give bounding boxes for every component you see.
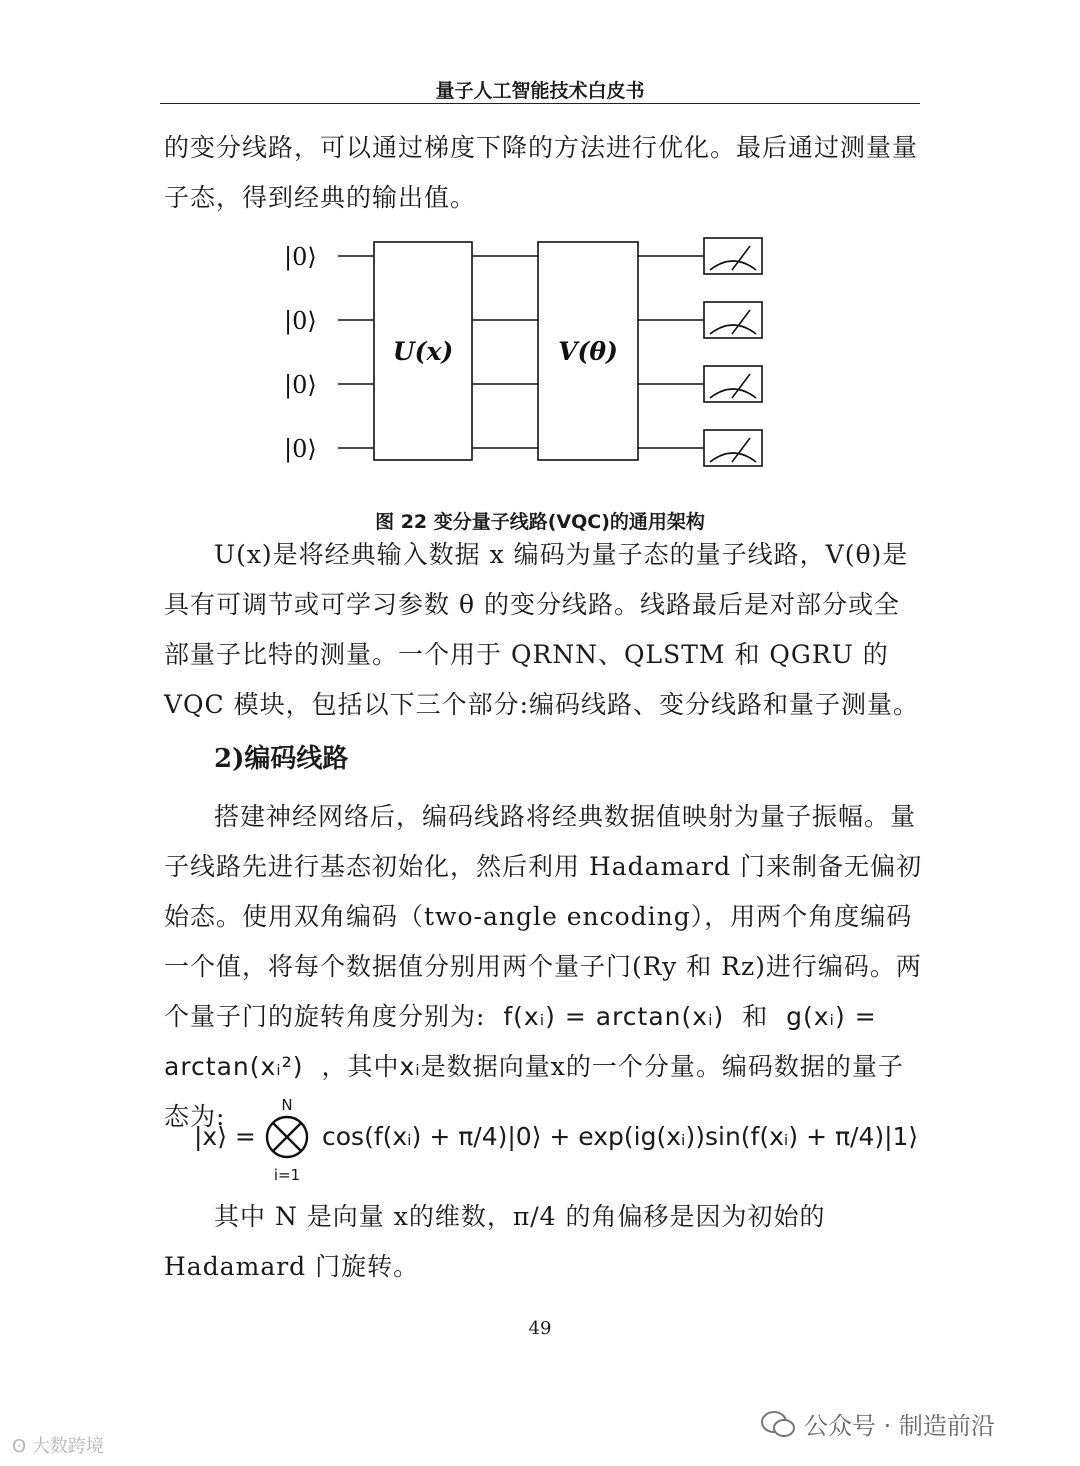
running-header: 量子人工智能技术白皮书 <box>435 80 645 102</box>
variational-gate-label: V(θ) <box>558 337 618 366</box>
watermark-left-text: 大数跨境 <box>31 1436 104 1457</box>
watermark-right <box>760 1406 995 1441</box>
measurement-meter-icon <box>704 238 762 274</box>
measurement-meter-icon <box>704 302 762 338</box>
qubit-input-label: |0⟩ <box>284 371 317 399</box>
vqc-circuit-diagram <box>270 226 770 472</box>
wechat-icon <box>760 1409 796 1439</box>
measurement-meter-icon <box>704 366 762 402</box>
watermark-logo-icon: ʘ <box>12 1436 32 1457</box>
paragraph-2: U(x)是将经典输入数据 x 编码为量子态的量子线路，V(θ)是具有可调节或可学习参数 θ 的变分线路。线路最后是对部分或全部量子比特的测量。一个用于 QRNN、QLSTM 和 QGRU 的 VQC 模块，包括以下三个部分:编码线路、变分线路和量子测量。 <box>164 540 920 719</box>
paragraph-3-connector: ，其中 <box>321 1052 400 1081</box>
quantum-state-formula <box>194 1096 919 1184</box>
paragraph-3-text: 搭建神经网络后，编码线路将经典数据值映射为量子振幅。量子线路先进行基态初始化，然后利用 Hadamard 门来制备无偏初始态。使用双角编码（two-angle encoding），用两个角度编码一个值，将每个数据值分别用两个量子门(Ry 和 Rz)进行编码。两个量子门的旋转角度分别为: <box>164 802 923 1031</box>
paragraph-4: 其中 N 是向量 x的维数，π/4 的角偏移是因为初始的 Hadamard 门旋转。 <box>164 1202 826 1281</box>
watermark-left <box>12 1432 104 1458</box>
formula-rhs: cos(f(xᵢ) + π/4)|0⟩ + exp(ig(xᵢ))sin(f(xᵢ) + π/4)|1⟩ <box>322 1122 919 1151</box>
tensor-product-icon <box>264 1114 310 1160</box>
f-definition: f(xᵢ) = arctan(xᵢ) <box>503 1002 725 1031</box>
measurement-meter-icon <box>704 430 762 466</box>
qubit-input-label: |0⟩ <box>284 307 317 335</box>
xi-symbol: xᵢ <box>399 1052 421 1081</box>
qubit-input-label: |0⟩ <box>284 435 317 463</box>
encoding-gate-label: U(x) <box>392 337 454 366</box>
product-lower-limit: i=1 <box>273 1166 301 1184</box>
watermark-right-text: 公众号 · 制造前沿 <box>804 1412 995 1440</box>
paragraph-3 <box>164 792 924 1142</box>
formula-lhs: |x⟩ = <box>194 1122 256 1151</box>
tensor-product <box>260 1096 314 1182</box>
g-definition: g(xᵢ) = arctan(xᵢ²) <box>164 1002 877 1081</box>
conjunction: 和 <box>742 1002 769 1031</box>
paragraph-1: 的变分线路，可以通过梯度下降的方法进行优化。最后通过测量量子态，得到经典的输出值。 <box>164 133 919 212</box>
section-heading: 2)编码线路 <box>214 744 349 774</box>
page-number: 49 <box>528 1318 552 1339</box>
qubit-input-label: |0⟩ <box>284 243 317 271</box>
header-rule <box>160 103 920 104</box>
figure-caption: 图 22 变分量子线路(VQC)的通用架构 <box>375 511 705 533</box>
product-upper-limit: N <box>281 1096 293 1114</box>
paragraph-3-tail: 是数据向量x的一个分量。编码数据的量子态为: <box>164 1052 904 1131</box>
